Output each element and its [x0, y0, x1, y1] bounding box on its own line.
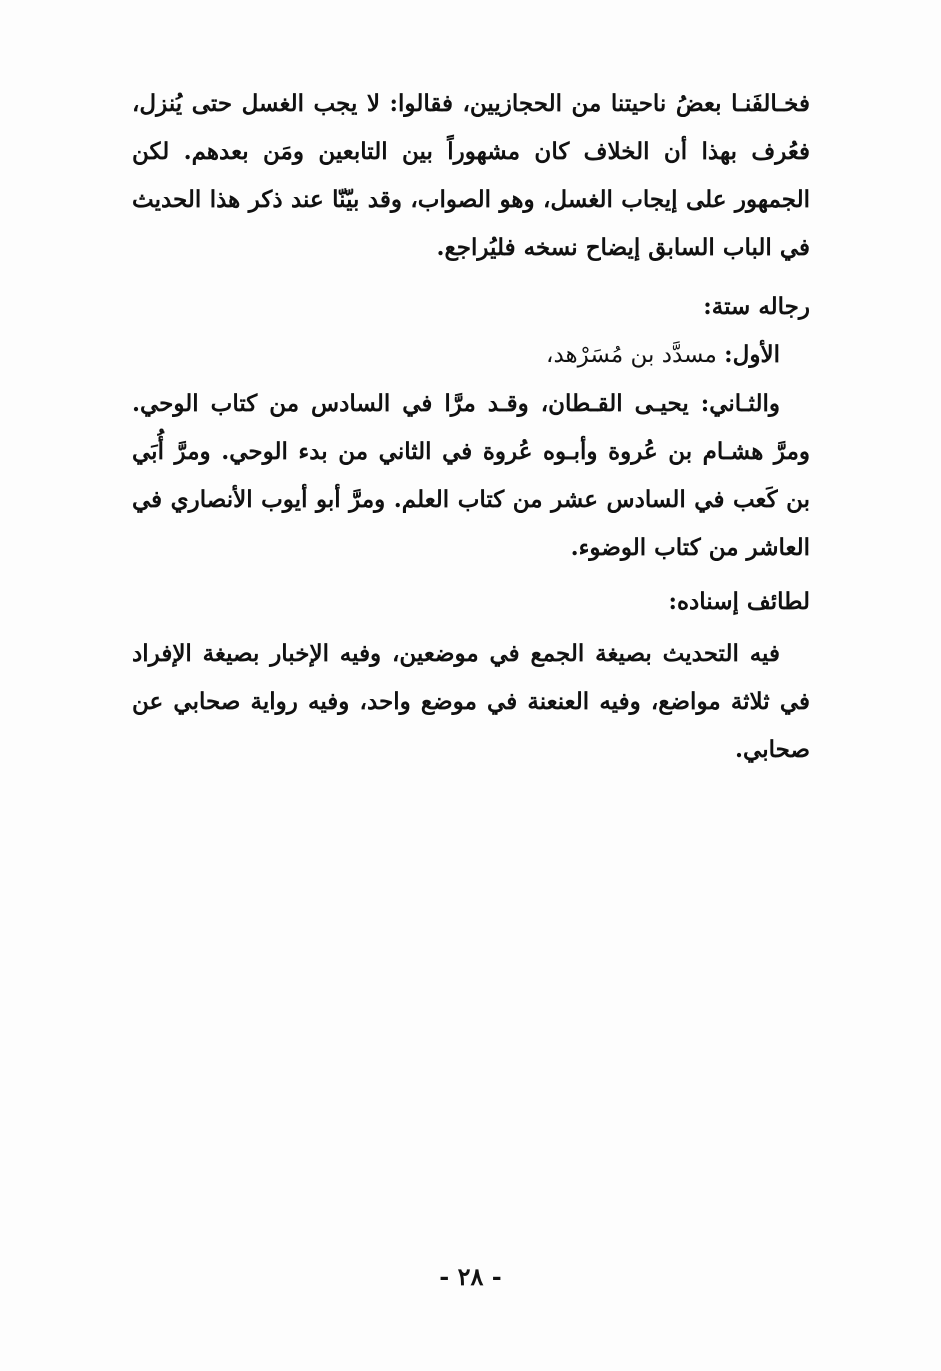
paragraph-subtleties-text: فيه التحديث بصيغة الجمع في موضعين، وفيه الإخبار بصيغة الإفراد في ثلاثة مواضع، وفيه العنعنة في موضع واحد، وفيه رواية صحابي عن صحابي.	[132, 640, 810, 763]
heading-isnad-subtleties: لطائف إسناده:	[668, 588, 810, 615]
narrator-1-label: الأول:	[724, 341, 780, 368]
paragraph-disagreement	[132, 80, 810, 272]
narrator-2-label: والثـاني:	[700, 390, 781, 417]
narrator-1-line	[546, 333, 810, 377]
narrator-2-paragraph	[132, 380, 810, 572]
narrator-1-text: مسدَّد بن مُسَرْهد،	[546, 342, 717, 368]
heading-narrators: رجاله ستة:	[703, 293, 810, 320]
narrator-2-text: يحيـى القـطان، وقـد مرَّا في السادس من كتاب الوحي. ومرَّ هشـام بن عُروة وأبـوه عُروة في الثاني من بدء الوحي. ومرَّ أُبَي بن كَعب في السادس عشر من كتاب العلم. ومرَّ أبو أيوب الأنصاري في العاشر من كتاب الوضوء.	[132, 390, 810, 561]
paragraph-1-text: فخـالفَنـا بعضُ ناحيتنا من الحجازيين، فقالوا: لا يجب الغسل حتى يُنزل، فعُرف بهذا أن الخلاف كان مشهوراً بين التابعين ومَن بعدهم. لكن الجمهور على إيجاب الغسل، وهو الصواب، وقد بيّنّا عند ذكر هذا الحديث في الباب السابق إيضاح نسخه فليُراجع.	[132, 90, 810, 261]
page-number: - ٢٨ -	[439, 1262, 502, 1291]
paragraph-subtleties	[132, 630, 810, 774]
